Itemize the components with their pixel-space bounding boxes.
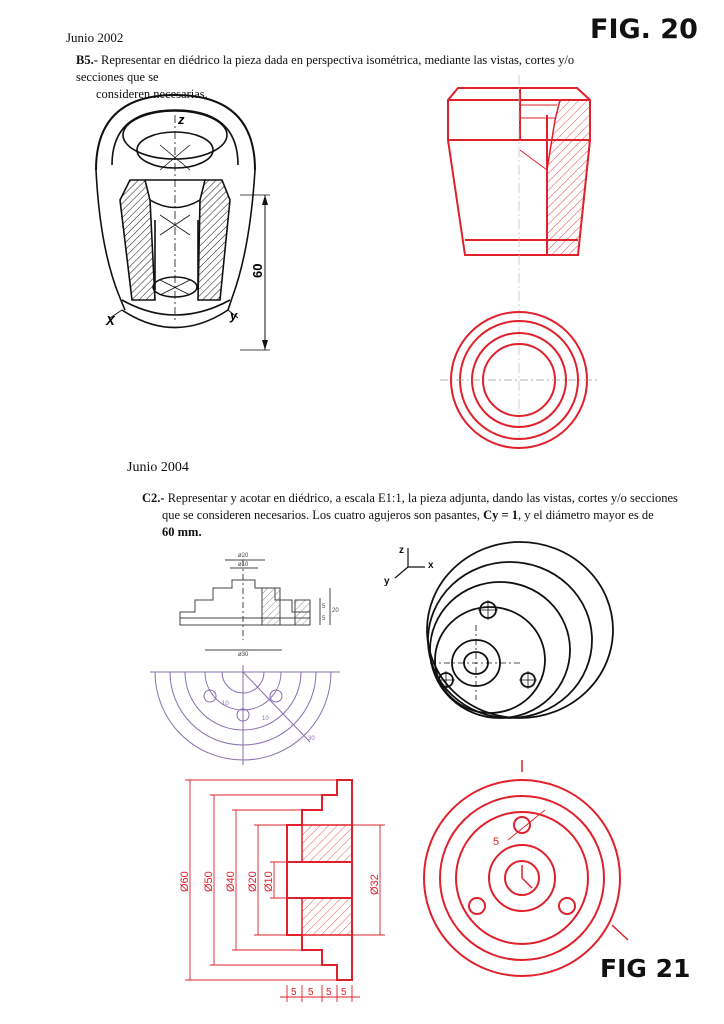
dim-d40: Ø40 bbox=[225, 871, 237, 892]
axis-y-label-small: y bbox=[384, 576, 390, 587]
problem-text-line1: Representar en diédrico la pieza dada en perspectiva isométrica, mediante las vistas, cortes y/o secciones que se bbox=[76, 53, 575, 84]
height-dimension: 60 bbox=[250, 263, 265, 278]
dim-hole-5: 5 bbox=[493, 836, 500, 848]
sketch-dim: 20 bbox=[332, 608, 339, 614]
sketch-dim: 5 bbox=[322, 604, 326, 610]
sketch-dim: 10 bbox=[222, 701, 229, 707]
figure-label-20: FIG. 20 bbox=[590, 14, 698, 45]
dim-bottom-5: 5 bbox=[308, 987, 314, 998]
cy-value: Cy = 1 bbox=[483, 508, 518, 522]
problem-code: C2.- bbox=[142, 491, 165, 505]
problem-text-a: Representar y acotar en diédrico, a escala E1:1, la pieza adjunta, dando las vistas, cortes y/o secciones bbox=[164, 491, 678, 505]
red-dimension-lines bbox=[185, 780, 385, 1002]
sketch-dim: ø10 bbox=[238, 562, 249, 568]
red-front-view bbox=[424, 760, 628, 976]
problem-code: B5.- bbox=[76, 53, 98, 67]
problem-text-c: , y el diámetro mayor es de bbox=[517, 508, 654, 522]
isometric-piece bbox=[96, 95, 270, 350]
date-2002: Junio 2002 bbox=[66, 30, 124, 45]
axis-z-label: z bbox=[178, 112, 185, 127]
dim-bottom-5: 5 bbox=[291, 987, 297, 998]
dim-d60: Ø60 bbox=[179, 871, 191, 892]
dim-bottom-5: 5 bbox=[326, 987, 332, 998]
sketch-dim: 5 bbox=[322, 616, 326, 622]
dim-bottom-5: 5 bbox=[341, 987, 347, 998]
axis-x-label: X bbox=[106, 313, 115, 328]
figure-label-21: FIG 21 bbox=[600, 954, 691, 983]
problem-text-line2: consideren necesarias. bbox=[96, 87, 208, 101]
date-2004: Junio 2004 bbox=[127, 460, 189, 475]
dim-d32: Ø32 bbox=[369, 874, 381, 895]
axis-x-label-small: x bbox=[428, 560, 434, 571]
axis-z-label-small: z bbox=[399, 545, 404, 556]
dim-d50: Ø50 bbox=[203, 871, 215, 892]
axis-y-label: y bbox=[230, 308, 238, 323]
sketch-half-view bbox=[150, 665, 340, 765]
dim-d10: Ø10 bbox=[263, 871, 275, 892]
sketch-dim: 10 bbox=[262, 716, 269, 722]
sketch-dim: ø20 bbox=[238, 553, 249, 559]
offset-circles-view bbox=[427, 542, 613, 718]
red-top-view bbox=[451, 312, 587, 448]
sketch-dim: ø30 bbox=[238, 652, 249, 658]
sketch-dim: 30 bbox=[308, 736, 315, 742]
problem-text-d: 60 mm. bbox=[162, 525, 202, 539]
dim-d20: Ø20 bbox=[247, 871, 259, 892]
problem-text-b: que se consideren necesarios. Los cuatro agujeros son pasantes, bbox=[162, 508, 484, 522]
sketch-section bbox=[180, 560, 330, 650]
